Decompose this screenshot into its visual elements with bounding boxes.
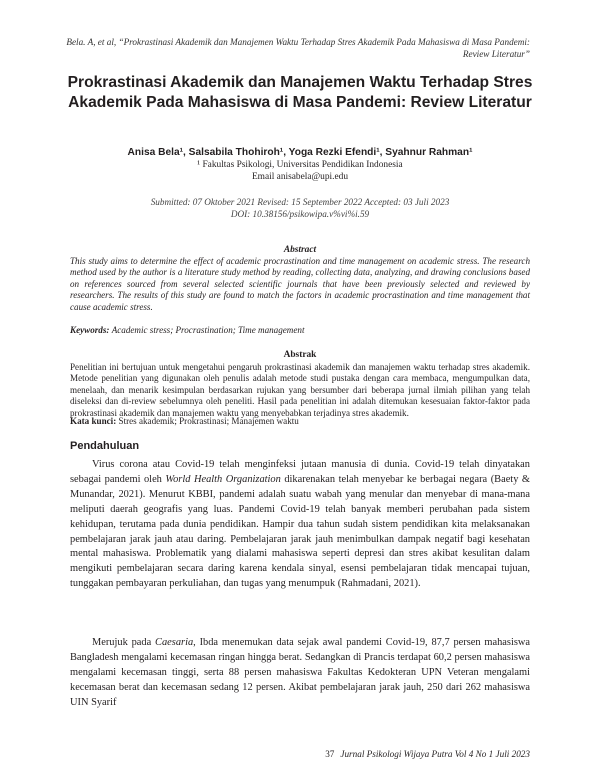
running-head: Bela. A, et al, “Prokrastinasi Akademik dan Manajemen Waktu Terhadap Stres Akademik Pada Mahasiswa di Masa Pandemi: Review Literatur” — [66, 37, 530, 59]
keywords-label: Keywords: — [70, 325, 110, 335]
affiliation: ¹ Fakultas Psikologi, Universitas Pendidikan Indonesia — [197, 160, 403, 170]
kata-kunci-label: Kata kunci: — [70, 416, 117, 426]
page-number: 37 — [325, 749, 335, 759]
keywords-id — [70, 416, 530, 426]
affiliation-block — [60, 159, 540, 183]
paragraph-2-italic: Caesaria — [155, 637, 194, 648]
journal-name: Jurnal Psikologi Wijaya Putra Vol 4 No 1 Juli 2023 — [340, 749, 530, 759]
abstract-text-en: This study aims to determine the effect of academic procrastination and time management on academic stress. The research method used by the author is a literature study method by reading, collecting data, analyzing, and drawing conclusions based on references sourced from several selected scientific journals that have been previously selected and reviewed by researchers. The results of this study are found to match the factors in academic procrastination and time management that cause academic stress. — [70, 256, 530, 312]
paragraph-1-italic: World Health Organization — [165, 473, 281, 485]
submission-dates: Submitted: 07 Oktober 2021 Revised: 15 September 2022 Accepted: 03 Juli 2023 — [150, 197, 450, 207]
page-footer — [325, 749, 530, 759]
paragraph-1-text-b: dikarenakan telah menyebar ke berbagai negara (Baety & Munandar, 2021). Menurut KBBI, pandemi adalah suatu wabah yang menular dan menyebar di mana-mana meliputi daerah geografis yang luas. Pandemi Covid-19 telah banyak memberi perubahan pada sistem kehidupan, terutama pada dunia pendidikan. Hampir dua tahun sudah sistem pendidikan kita melaksanakan pembelajaran jarak jauh atau daring. Pembelajaran jarak jauh menimbulkan dampak negatif bagi kesehatan mental mahasiswa. Problematik yang dialami mahasiswa seperti depresi dan stres akibat kesulitan dalam mengikuti pembelajaran secara daring karena kendala sinyal, esensi pembelajaran tidak mencapai tujuan, tunggakan pembayaran perkuliahan, dan tugas yang menumpuk (Rahmadani, 2021). — [70, 473, 530, 590]
abstract-text-id: Penelitian ini bertujuan untuk mengetahui pengaruh prokrastinasi akademik dan manajemen waktu terhadap stres akademik. Metode penelitian yang digunakan oleh penulis adalah metode studi pustaka dengan cara membaca, mengumpulkan data, menelaah, dan menarik kesimpulan berdasarkan rujukan yang bersumber dari beberapa jurnal ilmiah pilihan yang telah diseleksi dan di-review sebelumnya oleh peneliti. Hasil pada penelitian ini adalah ditemukan kesesuaian faktor-faktor pada prokrastinasi akademik dan manajemen waktu yang menyebabkan terjadinya stres akademik. — [70, 362, 530, 418]
paragraph-1 — [70, 458, 530, 592]
paper-title: Prokrastinasi Akademik dan Manajemen Waktu Terhadap Stres Akademik Pada Mahasiswa di Masa Pandemi: Review Literatur — [67, 74, 533, 111]
abstract-heading-id: Abstrak — [283, 350, 317, 360]
paragraph-2-text-a: Merujuk pada — [92, 637, 156, 648]
kata-kunci-value: Stres akademik; Prokrastinasi; Manajemen waktu — [118, 416, 299, 426]
email: Email anisabela@upi.edu — [251, 172, 349, 182]
abstract-heading-en: Abstract — [283, 245, 317, 255]
section-heading: Pendahuluan — [70, 440, 140, 452]
keywords-value: Academic stress; Procrastination; Time management — [111, 325, 305, 335]
keywords-en — [70, 325, 530, 335]
author-list: Anisa Bela¹, Salsabila Thohiroh¹, Yoga Rezki Efendi¹, Syahnur Rahman¹ — [127, 147, 473, 158]
paragraph-2-text-b: , Ibda menemukan data sejak awal pandemi Covid-19, 87,7 persen mahasiswa Bangladesh mengalami kecemasan ringan hingga berat. Sedangkan di Prancis terdapat 60,2 persen mahasiswa mengalami kecemasan tinggi, serta 88 persen mahasiswa Fakultas Kedokteran UPN Veteran mengalami kecemasan berat dan kecemasan sedang 12 persen. Akibat pembelajaran jarak jauh, 250 dari 262 mahasiswa UIN Syarif — [70, 637, 530, 708]
paragraph-2 — [70, 636, 530, 711]
doi: DOI: 10.38156/psikowipa.v%vi%i.59 — [230, 209, 370, 219]
paragraph-1-text-a: Virus corona atau Covid-19 telah menginfeksi jutaan manusia di dunia. Covid-19 telah dinyatakan sebagai pandemi oleh — [70, 459, 530, 485]
submission-info — [60, 196, 540, 220]
